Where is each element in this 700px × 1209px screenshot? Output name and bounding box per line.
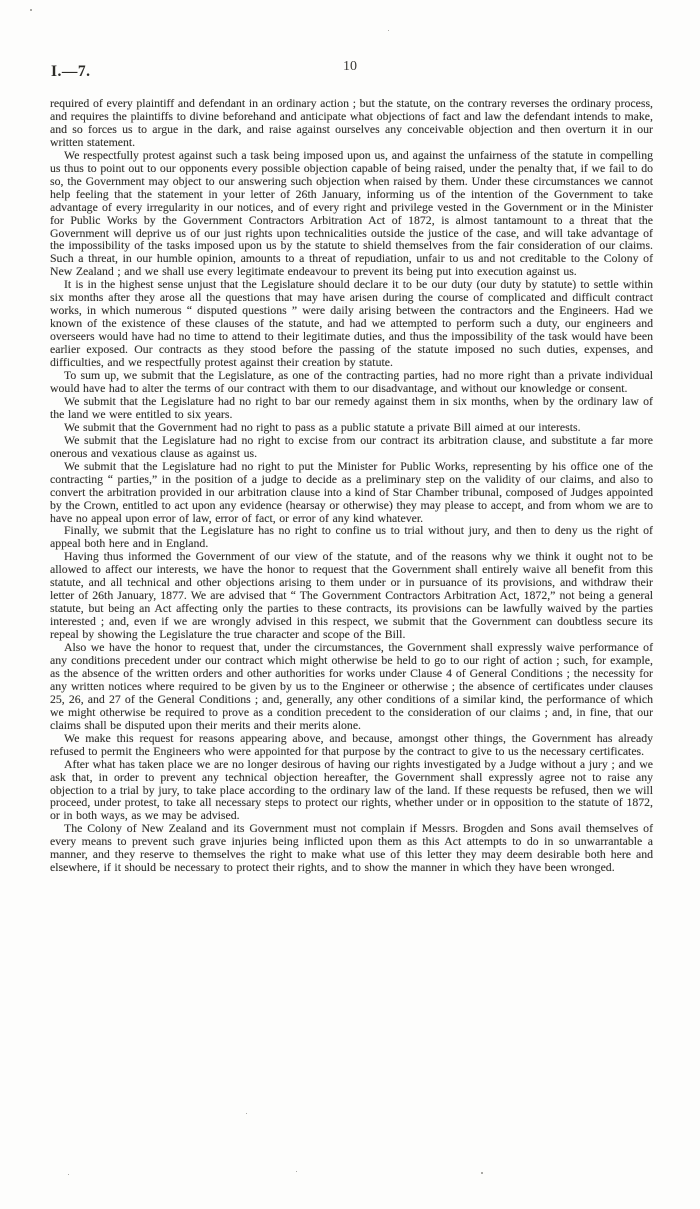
scan-speck <box>246 1113 247 1114</box>
scan-speck <box>481 1172 483 1174</box>
paragraph: We submit that the Legislature had no right to excise from our contract its arbitration clause, and substitute a far more onerous and vexatious clause as against us. <box>50 432 653 460</box>
paragraph: Also we have the honor to request that, under the circumstances, the Government shall expressly waive performance of any conditions precedent under our contract which might otherwise be held to go to our right of action ; such, for example, as the absence of the written orders and other authorities for works under Clause 4 of General Conditions ; the necessity for any written notices where required to be given by us to the Engineer or otherwise ; the absence of certificates under clauses 25, 26, and 27 of the General Conditions ; and, generally, any other conditions of a similar kind, the performance of which we might otherwise be required to prove as a condition precedent to the consideration of our claims ; and, in fine, that our claims shall be disputed upon their merits and their merits alone. <box>50 640 653 732</box>
paragraph: We make this request for reasons appearing above, and because, amongst other things, the Government has already refused to permit the Engineers who were appointed for that purpose by the contract to give to us the necessary certificates. <box>50 730 653 758</box>
document-reference-number: I.—7. <box>51 63 91 80</box>
scan-speck <box>388 30 389 31</box>
document-body <box>50 97 653 874</box>
paragraph: Finally, we submit that the Legislature has no right to confine us to trial without jury, and then to deny us the right of appeal both here and in England. <box>50 523 653 551</box>
paragraph: We submit that the Government had no right to pass as a public statute a private Bill aimed at our interests. <box>64 419 581 434</box>
paragraph: To sum up, we submit that the Legislature, as one of the contracting parties, had no more right than a private individual would have had to alter the terms of our contract with them to our disadvantage, and without our knowledge or consent. <box>50 368 653 395</box>
paragraph: The Colony of New Zealand and its Government must not complain if Messrs. Brogden and Sons avail themselves of every means to prevent such grave injuries being inflicted upon them as this Act attempts to do in so unwarrantable a manner, and they reserve to themselves the right to make what use of this letter they may deem desirable both here and elsewhere, if it should be necessary to protect their rights, and to show the manner in which they have been wronged. <box>50 821 653 875</box>
page-number: 10 <box>343 59 357 74</box>
paragraph: required of every plaintiff and defendant in an ordinary action ; but the statute, on the contrary reverses the ordinary process, and requires the plaintiffs to divine beforehand and anticipate what objections of fact and law the defendant intends to make, and so forces us to argue in the dark, and raise against ourselves any conceivable objection and then overturn it in our written statement. <box>50 96 653 149</box>
paragraph: It is in the highest sense unjust that the Legislature should declare it to be our duty (our duty by statute) to settle within six months after they arose all the questions that may have arisen during the course of complicated and difficult contract works, in which numerous “ disputed questions ” were daily arising between the contractors and the Engineers. Had we known of the existence of these clauses of the statute, and had we attempted to perform such a duty, our engineers and overseers would have had no time to attend to their legitimate duties, and thus the impossibility of the task would have been earlier exposed. Our contracts as they stood before the passing of the statute imposed no such duties, expenses, and difficulties, and we respectfully protest against their creation by statute. <box>50 277 653 370</box>
paragraph: Having thus informed the Government of our view of the statute, and of the reasons why we think it ought not to be allowed to affect our interests, we have the honor to request that the Government shall entirely waive all benefit from this statute, and all technical and other objections arising to them under or in pursuance of its provisions, and withdraw their letter of 26th January, 1877. We are advised that “ The Government Contractors Arbitration Act, 1872,” not being a general statute, but being an Act affecting only the parties to these contracts, its provisions can be lawfully waived by the parties interested ; and, even if we are wrongly advised in this respect, we submit that the Government can doubtless secure its repeal by showing the Legislature the true character and scope of the Bill. <box>50 549 653 642</box>
paragraph: We submit that the Legislature had no right to bar our remedy against them in six months, when by the ordinary law of the land we were entitled to six years. <box>50 393 653 421</box>
scan-speck <box>30 9 32 11</box>
scan-speck <box>296 1171 297 1172</box>
scan-speck <box>68 1174 69 1175</box>
paragraph: We respectfully protest against such a task being imposed upon us, and against the unfairness of the statute in compelling us thus to point out to our opponents every possible objection capable of being raised, under the penalty that, if we fail to do so, the Government may object to our answering such objection when raised by them. Under these circumstances we cannot help feeling that the statement in your letter of 26th January, informing us of the intention of the Government to take advantage of every irregularity in our notices, and of every right and privilege vested in the Government or in the Minister for Public Works by the Government Contractors Arbitration Act of 1872, is almost tantamount to a threat that the Government will deprive us of our just rights upon technicalities outside the justice of the case, and will take advantage of the impossibility of the tasks imposed upon us by the statute to shield themselves from the fair consideration of our claims. Such a threat, in our humble opinion, amounts to a threat of repudiation, unfair to us and not creditable to the Colony of New Zealand ; and we shall use every legitimate endeavour to prevent its being put into execution against us. <box>50 147 653 279</box>
paragraph: We submit that the Legislature had no right to put the Minister for Public Works, representing by his office one of the contracting “ parties,” in the position of a judge to decide as a preliminary step on the validity of our claims, and also to convert the arbitration provided in our arbitration clause into a kind of Star Chamber tribunal, composed of Judges appointed by the Crown, entitled to act upon any evidence (hearsay or otherwise) they may please to accept, and from whom we are to have no appeal upon error of law, error of fact, or error of any kind whatever. <box>50 458 653 525</box>
paragraph: After what has taken place we are no longer desirous of having our rights investigated by a Judge without a jury ; and we ask that, in order to prevent any technical objection hereafter, the Government shall expressly agree not to raise any objection to a trial by jury, to take place according to the ordinary law of the land. If these requests be refused, then we will proceed, under protest, to take all necessary steps to protect our rights, whether under or in opposition to the statute of 1872, or in both ways, as we may be advised. <box>50 756 653 823</box>
